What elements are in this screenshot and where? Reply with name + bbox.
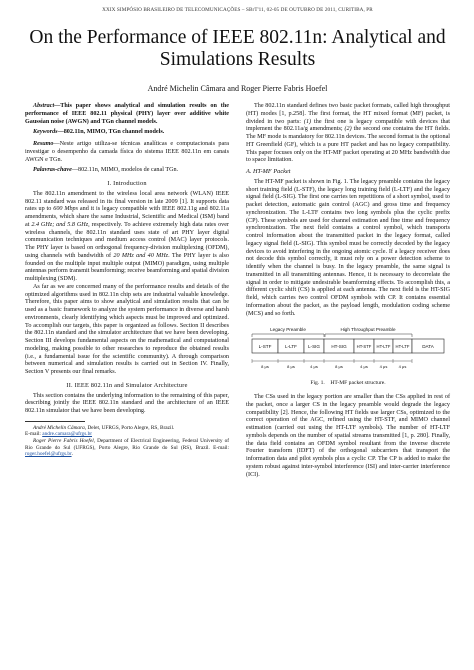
section-heading-standard: II. IEEE 802.11n and Simulator Architecture: [66, 381, 188, 389]
resumo: [25, 141, 229, 164]
footnote-1-text: , Delet, UFRGS, Porto Alegre, RS, Brazil.: [84, 424, 175, 431]
duration-ht-ltf-1: 4 μs: [379, 364, 388, 370]
footnote-2: [25, 438, 229, 458]
duration-ht-stf: 4 μs: [360, 364, 368, 370]
field-label-ht-sig: HT-SIG: [331, 344, 347, 350]
footnote-2-text: , Department of Electrical Engineering, Federal University of Rio Grande do Sul (UFRGS), Porto Alegre, Rio Grande do Sul (RS), Brazil. E-mail:: [25, 438, 229, 451]
duration-l-sig: 4 μs: [310, 364, 318, 370]
duration-l-stf: 8 μs: [261, 364, 269, 370]
author-list: André Michelin Câmara and Roger Pierre Fabris Hoefel: [147, 84, 328, 94]
abstract-label: Abstract: [33, 103, 55, 110]
figure-caption-label: Fig. 1.: [310, 380, 325, 387]
keywords: [25, 129, 229, 137]
resumo-text: —Neste artigo utiliza-se técnicas analíticas e computacionais para investigar o desempenho da camada física do sistema IEEE 802.11n em canais AWGN e TGn.: [25, 141, 229, 163]
footnote-1: [25, 425, 229, 438]
right-paragraph-3: The CSs used in the legacy portion are smaller than the CSs applied in rest of the packet, once a larger CS in the legacy preamble would degrade the legacy compatibility [2]. Hence, the following HT fields use larger CSs, optimized to the correct operation of the AGC, refined using the HT-STF, and MIMO channel estimation (carried out using the HT-LTF symbols). The number of HT-LTF symbols depends on the number of spatial streams transmitted [1, p. 280]. Finally, the data field contains an OFDM symbol resultant from the inverse discrete Fourier transform (IDFT) of the orthogonal subcarriers that transport the information data and pilot symbols plus a cyclic CP. The CP is added to make the system robust against inter-symbol interference (ISI) and inter-carrier interference (ICI).: [246, 394, 450, 478]
running-head: XXIX SIMPÓSIO BRASILEIRO DE TELECOMUNICAÇÕES – SBrT'11, 02-05 DE OUTUBRO DE 2011, CURITIBA, PR: [102, 7, 373, 13]
figure-caption-text: HT-MF packet structure.: [330, 380, 386, 387]
right-column: [246, 103, 450, 479]
intro-band: 2.4 GHz; and 5.8 GHz: [31, 221, 89, 228]
duration-ht-ltf-n: 4 μs: [398, 364, 407, 370]
resumo-label: Resumo: [33, 141, 54, 148]
legacy-preamble-label: Legacy Preamble: [270, 327, 306, 333]
packet-diagram: [250, 323, 446, 377]
footnote-2-name: Roger Pierre Fabris Hoefel: [33, 438, 94, 444]
footnote-rule: [25, 421, 85, 422]
paper-title: On the Performance of IEEE 802.11n: Analytical and Simulations Results: [29, 27, 446, 70]
section2-paragraph-1: This section contains the underlying information to the remaining of this paper, describing jointly the IEEE 802.11n standard and the architecture of an IEEE 802.11n simulator that we have been developing.: [25, 392, 229, 415]
abstract-text: —This paper shows analytical and simulation results on the performance of IEEE 802.11 physical (PHY) layer over additive white Gaussian noise (AWGN) and TGn channel models.: [25, 103, 229, 125]
palavras-text: —802.11n, MIMO, modelos de canal TGn.: [71, 167, 179, 174]
intro-text-b: and it is legacy compatible with IEEE 802.11g and 802.11a amendments, which share the same Industrial, Scientific and Medical (ISM) band at: [25, 206, 229, 228]
right-p1-text-b: the first one is legacy compatible with devices that implement the 802.11a/g amendments;: [246, 118, 450, 133]
section-heading-introduction: I. Introduction: [107, 180, 147, 188]
right-p1-item-1: (1): [303, 118, 312, 125]
field-label-data: DATA: [422, 344, 434, 350]
footnote-1-name: André Michelin Câmara: [33, 424, 85, 431]
footnote-2-end: .: [71, 451, 73, 458]
intro-text-a: The 802.11n amendment to the wireless local area network (WLAN) IEEE 802.11 standard was released in its final version in late 2009 [1]. It supports data rates up to: [25, 190, 229, 213]
right-paragraph-2: The HT-MF packet is shown in Fig. 1. The legacy preamble contains the legacy short training field (L-STF), the legacy long training field (L-LTF) and the legacy signal field (L-SIG). The first one carries ten repetitions of a short symbol, used to packet detection, automatic gain control (AGC) and gross time and frequency synchronization. The L-LTF contains two long symbols plus the cyclic prefix (CP). These symbols are used for channel estimation and fine time and frequency synchronization. The next field contains a control symbol, which transports control information about the transmitted packet in the legacy format, called legacy signal field (L-SIG). This symbol must be correctly decoded by the legacy devices to avoid interfering in the ongoing atomic cycle. If a legacy receiver does not decode this symbol correctly, it must rely on a power detection scheme to identify when the channel is busy. In the legacy preamble, the same signal is transmitted in all transmitting antennas. Hence, it is necessary to decorrelate the signal in order to mitigate undesirable beamforming effects. To accomplish this, a different cyclic shift (CS) is applied at each antenna. The next field is the HT-SIG field, which carries two control OFDM symbols with CP. It contains essential information about the packet, as the payload length, modulation coding scheme (MCS) and so forth.: [246, 178, 450, 317]
intro-paragraph-1: [25, 191, 229, 284]
keywords-text: —802.11n, MIMO, TGn channel models.: [57, 129, 165, 136]
intro-rate: 600 Mbps: [53, 206, 79, 213]
footnote-1-email-link[interactable]: andre.camara@ufrgs.br: [42, 431, 92, 438]
duration-ht-sig: 8 μs: [335, 364, 343, 370]
intro-bandwidth: 20 MHz and 40 MHz: [113, 252, 169, 259]
duration-l-ltf: 8 μs: [287, 364, 295, 370]
right-p1-item-2: (2): [344, 126, 352, 133]
ht-preamble-label: High Throughput Preamble: [340, 327, 396, 333]
field-label-l-stf: L-STF: [258, 344, 272, 350]
palavras-chave: [25, 167, 229, 175]
subsection-heading-ht-mf: A. HT-MF Packet: [246, 168, 291, 176]
left-column: [25, 103, 229, 479]
footnote-2-email-link[interactable]: roger.hoefel@ufrgs.br: [25, 451, 72, 458]
right-paragraph-1: [246, 103, 450, 165]
field-label-ht-ltf-1: HT-LTF: [376, 344, 391, 350]
field-label-ht-ltf-n: HT-LTF: [395, 344, 410, 350]
abstract: [25, 103, 229, 126]
figure-caption: [250, 380, 446, 388]
two-column-body: [25, 103, 450, 479]
right-p1-text-c: the second one contains the HT fields. The MF mode is mandatory for 802.11n devices. The second format is the optional HT Greenfield (GF), which is a pure HT packet and has no legacy compatibility. This paper focuses only on the HT-MF packet operating at 20 MHz bandwidth due to space limitation.: [246, 126, 450, 164]
keywords-label: Keywords: [33, 129, 58, 136]
intro-text-c: , respectively. To achieve extremely high data rates over wireless channels, the 802.11n standard uses state of art PHY layer digital communication techniques and medium access control (MAC) layer protocols. The PHY layer is based on orthogonal frequency-division multiplexing (OFDM), using channels with bandwidth of: [25, 221, 229, 259]
field-label-l-ltf: L-LTF: [285, 344, 297, 350]
intro-text-d: . The PHY layer is also founded on the multiple input multiple output (MIMO) paradigm, using multiple antennas perform transmit beamforming; receive beamforming and spatial division multiplexing (SDM).: [25, 252, 230, 283]
footnote-1-email-label: E-mail:: [25, 431, 43, 438]
figure-ht-mf-packet: [250, 323, 446, 388]
palavras-label: Palavras-chave: [33, 167, 72, 174]
intro-paragraph-2: As far as we are concerned many of the performance results and details of the optimized algorithms used in 802.11n chip sets are industrial valuable knowledge. Therefore, this paper aims to show analytical and simulation results that can be used as a basic framework to analyze the system performance in diverse and harsh environments, clearly identifying which aspects must be improved and optimized. To accomplish our targets, this paper is organized as follows. Section II describes the 802.11n standard and the simulator architecture that we have been developing. Section III develops fundamental aspects on the mathematical and computational modeling, making possible to other researches to reproduce the obtained results (i.e., a fundamental issue for the scientific community). A through comparison between numerical and simulation results is carried out in Section IV. Finally, Section V presents our final remarks.: [25, 283, 229, 376]
right-p1-text-a: The 802.11n standard defines two basic packet formats, called high throughput (HT) modes [1, p.258]. The first format, the HT mixed format (MF) packet, is divided in two parts:: [246, 103, 450, 125]
field-label-l-sig: L-SIG: [308, 344, 320, 350]
field-label-ht-stf: HT-STF: [356, 344, 372, 350]
